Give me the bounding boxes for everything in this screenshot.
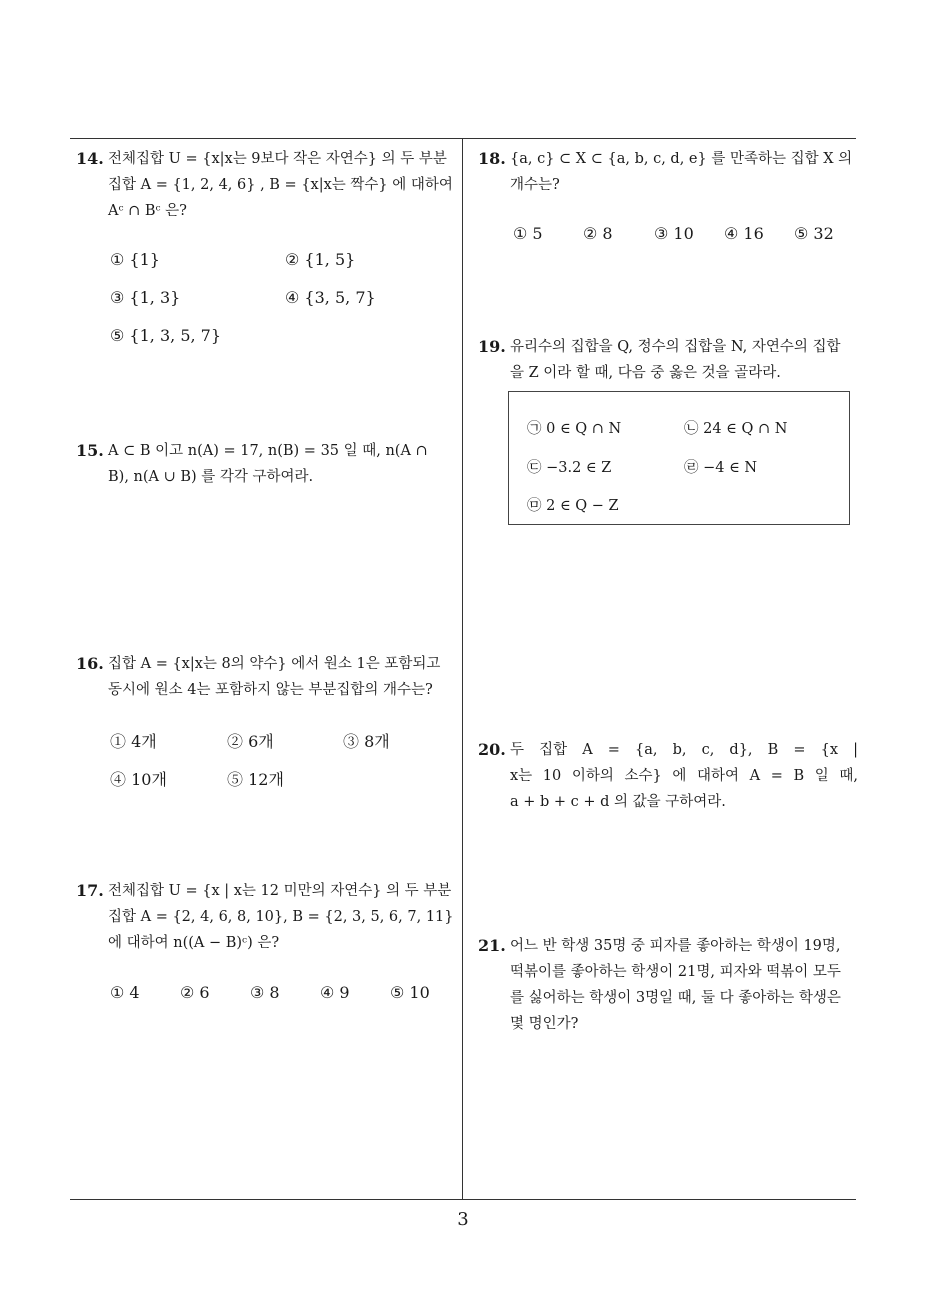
question-text: 을 Z 이라 할 때, 다음 중 옳은 것을 골라라. [510, 365, 781, 381]
question-19 [478, 334, 862, 386]
answer-option[interactable]: ① 4개 [110, 732, 157, 751]
answer-option[interactable]: ⑤ 32 [794, 224, 834, 243]
question-number: 16. [76, 654, 104, 673]
answer-option[interactable]: ② {1, 5} [285, 250, 356, 269]
question-text: A ⊂ B 이고 n(A) = 17, n(B) = 35 일 때, n(A ∩ [108, 443, 428, 459]
question-text: 두 집합 A = {a, b, c, d}, B = {x | [510, 742, 858, 758]
question-number: 18. [478, 149, 506, 168]
question-18 [478, 146, 862, 198]
answer-option[interactable]: ⑤ 12개 [227, 770, 284, 789]
answer-option[interactable]: ② 6개 [227, 732, 274, 751]
answer-option[interactable]: ⑤ 10 [390, 983, 430, 1002]
question-text: 집합 A = {2, 4, 6, 8, 10}, B = {2, 3, 5, 6, 7, 11} [108, 909, 454, 925]
question-number: 14. [76, 149, 104, 168]
question-text: 전체집합 U = {x|x는 9보다 작은 자연수} 의 두 부분 [108, 151, 447, 167]
answer-option[interactable]: ③ 10 [654, 224, 694, 243]
column-divider [462, 139, 463, 1199]
question-14 [76, 146, 456, 224]
question-text: {a, c} ⊂ X ⊂ {a, b, c, d, e} 를 만족하는 집합 X 의 [510, 151, 853, 167]
question-text: 어느 반 학생 35명 중 피자를 좋아하는 학생이 19명, [510, 938, 841, 954]
answer-option[interactable]: ③ 8 [250, 983, 280, 1002]
answer-option[interactable]: ③ {1, 3} [110, 288, 181, 307]
question-text: 동시에 원소 4는 포함하지 않는 부분집합의 개수는? [108, 682, 433, 698]
question-text: 몇 명인가? [510, 1016, 579, 1032]
question-text: 개수는? [510, 177, 560, 193]
choice-item: ㉤ 2 ∈ Q − Z [527, 498, 619, 514]
question-text: 떡볶이를 좋아하는 학생이 21명, 피자와 떡볶이 모두 [510, 964, 841, 980]
question-text: x는 10 이하의 소수} 에 대하여 A = B 일 때, [510, 768, 858, 784]
question-21 [478, 933, 862, 1037]
question-text: Aᶜ ∩ Bᶜ 은? [108, 203, 187, 219]
answer-option[interactable]: ② 8 [583, 224, 613, 243]
choice-item: ㉡ 24 ∈ Q ∩ N [684, 421, 788, 437]
answer-option[interactable]: ② 6 [180, 983, 210, 1002]
answer-option[interactable]: ④ 16 [724, 224, 764, 243]
question-text: 를 싫어하는 학생이 3명일 때, 둘 다 좋아하는 학생은 [510, 990, 841, 1006]
top-rule [70, 138, 856, 139]
question-text: 집합 A = {x|x는 8의 약수} 에서 원소 1은 포함되고 [108, 656, 441, 672]
question-text: 유리수의 집합을 Q, 정수의 집합을 N, 자연수의 집합 [510, 339, 841, 355]
question-20 [478, 737, 858, 815]
question-text: 에 대하여 n((A − B)ᶜ) 은? [108, 935, 280, 951]
answer-option[interactable]: ⑤ {1, 3, 5, 7} [110, 326, 222, 345]
answer-option[interactable]: ① {1} [110, 250, 160, 269]
question-number: 20. [478, 740, 506, 759]
answer-option[interactable]: ③ 8개 [343, 732, 390, 751]
choice-box [508, 391, 850, 525]
page-number: 3 [457, 1209, 469, 1230]
bottom-rule [70, 1199, 856, 1200]
choice-item: ㉣ −4 ∈ N [684, 460, 758, 476]
choice-item: ㉢ −3.2 ∈ Z [527, 460, 612, 476]
answer-option[interactable]: ① 5 [513, 224, 543, 243]
answer-option[interactable]: ① 4 [110, 983, 140, 1002]
choice-item: ㉠ 0 ∈ Q ∩ N [527, 421, 622, 437]
answer-option[interactable]: ④ 9 [320, 983, 350, 1002]
question-number: 21. [478, 936, 506, 955]
question-text: a + b + c + d 의 값을 구하여라. [510, 794, 726, 810]
question-number: 15. [76, 441, 104, 460]
question-15 [76, 438, 456, 490]
answer-option[interactable]: ④ 10개 [110, 770, 167, 789]
answer-option[interactable]: ④ {3, 5, 7} [285, 288, 376, 307]
question-text: B), n(A ∪ B) 를 각각 구하여라. [108, 469, 314, 485]
question-text: 집합 A = {1, 2, 4, 6} , B = {x|x는 짝수} 에 대하여 [108, 177, 453, 193]
question-17 [76, 878, 460, 956]
question-text: 전체집합 U = {x | x는 12 미만의 자연수} 의 두 부분 [108, 883, 452, 899]
question-number: 17. [76, 881, 104, 900]
question-16 [76, 651, 456, 703]
question-number: 19. [478, 337, 506, 356]
